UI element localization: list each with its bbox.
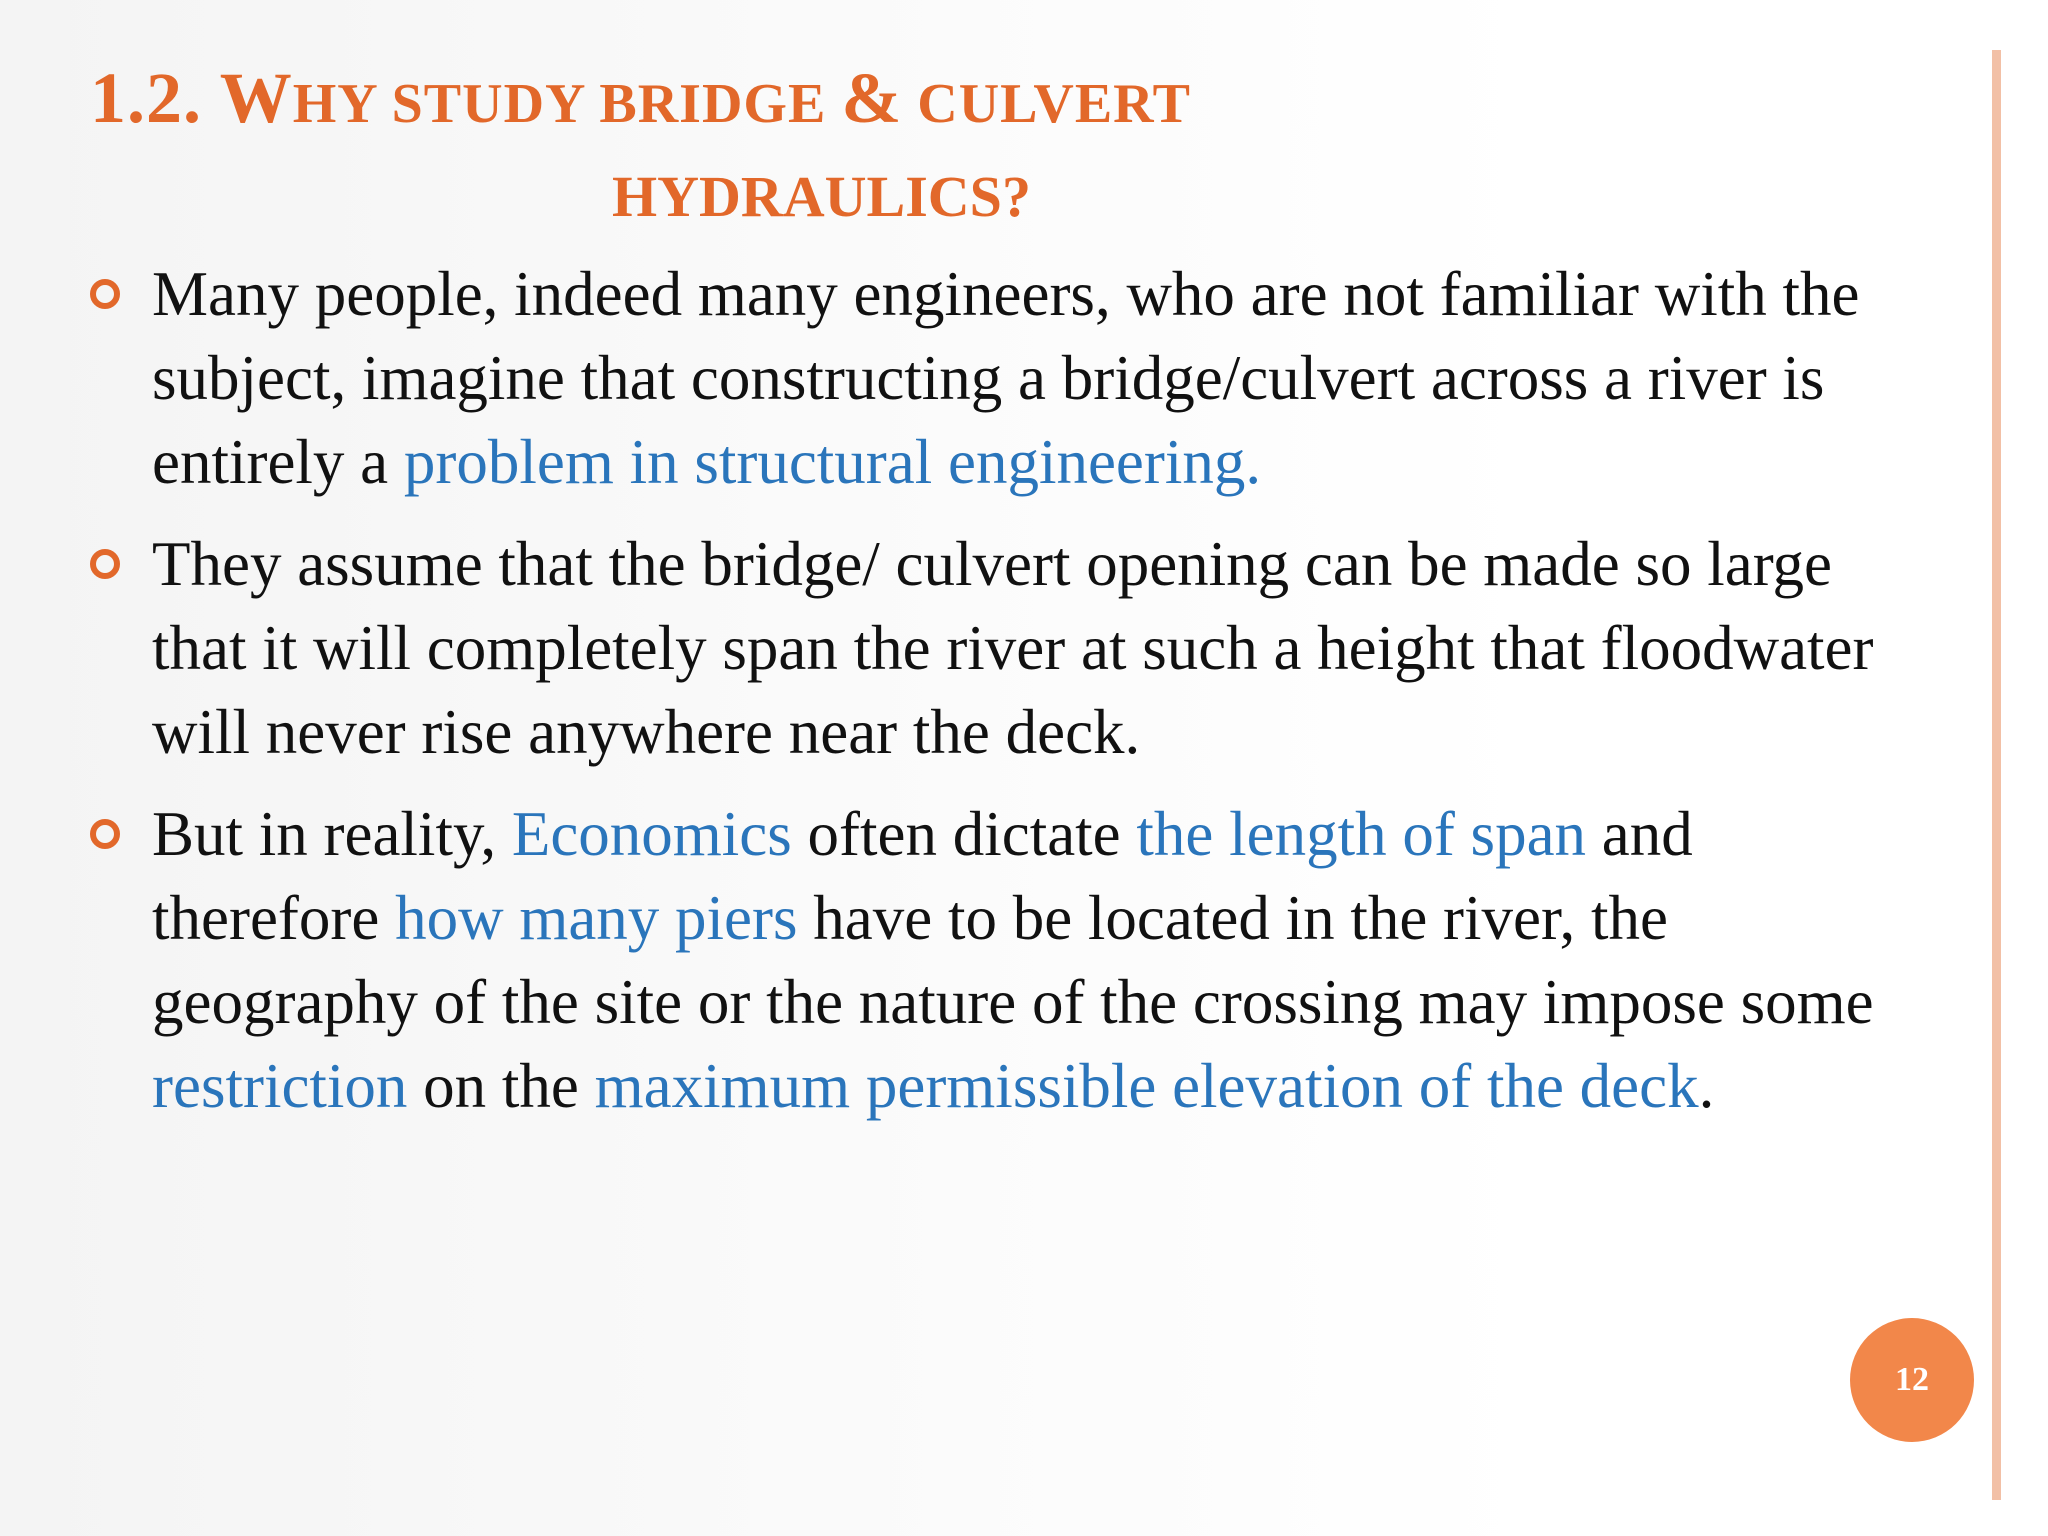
text-run: often dictate xyxy=(791,799,1137,869)
bullet-3-text xyxy=(152,799,1874,1121)
bullet-circle-icon xyxy=(90,819,120,849)
bullet-item xyxy=(90,792,1920,1128)
bullet-list xyxy=(90,252,1920,1146)
highlight-text-run: restriction xyxy=(152,1051,408,1121)
slide-title xyxy=(90,58,1490,229)
bullet-2-text xyxy=(152,529,1874,767)
highlight-text-run: maximum permissible elevation of the deck xyxy=(594,1051,1699,1121)
text-run: on the xyxy=(407,1051,595,1121)
bullet-item xyxy=(90,522,1920,774)
title-part-culvert: CULVERT xyxy=(902,73,1192,135)
text-run: . xyxy=(1698,1051,1715,1121)
text-run: They assume that the bridge/ culvert opening can be made so large that it will completely span the river at such a height that floodwater will never rise anywhere near the deck. xyxy=(152,529,1874,767)
highlight-text-run: Economics xyxy=(511,799,792,869)
highlight-text-run: how many piers xyxy=(395,883,798,953)
title-part-ampersand: & xyxy=(841,58,903,138)
text-run: and therefore xyxy=(152,799,1693,953)
text-run: have to be located in the river, the geography of the site or the nature of the crossing may impose some xyxy=(152,883,1874,1037)
bullet-circle-icon xyxy=(90,279,120,309)
right-border-rule xyxy=(1992,50,2001,1500)
slide-title-line2: HYDRAULICS? xyxy=(612,164,1031,229)
highlight-text-run: the length of span xyxy=(1136,799,1587,869)
text-run: But in reality, xyxy=(152,799,512,869)
slide-title-line1 xyxy=(90,58,1490,138)
text-run: Many people, indeed many engineers, who are not familiar with the subject, imagine that constructing a bridge/culvert across a river is entirely a xyxy=(152,259,1860,497)
bullet-item xyxy=(90,252,1920,504)
highlight-text-run: problem in structural engineering. xyxy=(403,427,1262,497)
bullet-1-text xyxy=(152,259,1859,497)
bullet-circle-icon xyxy=(90,549,120,579)
title-part-words: HY STUDY BRIDGE xyxy=(292,73,842,135)
title-part-number: 1.2. W xyxy=(90,58,293,138)
page-number-badge: 12 xyxy=(1850,1318,1974,1442)
